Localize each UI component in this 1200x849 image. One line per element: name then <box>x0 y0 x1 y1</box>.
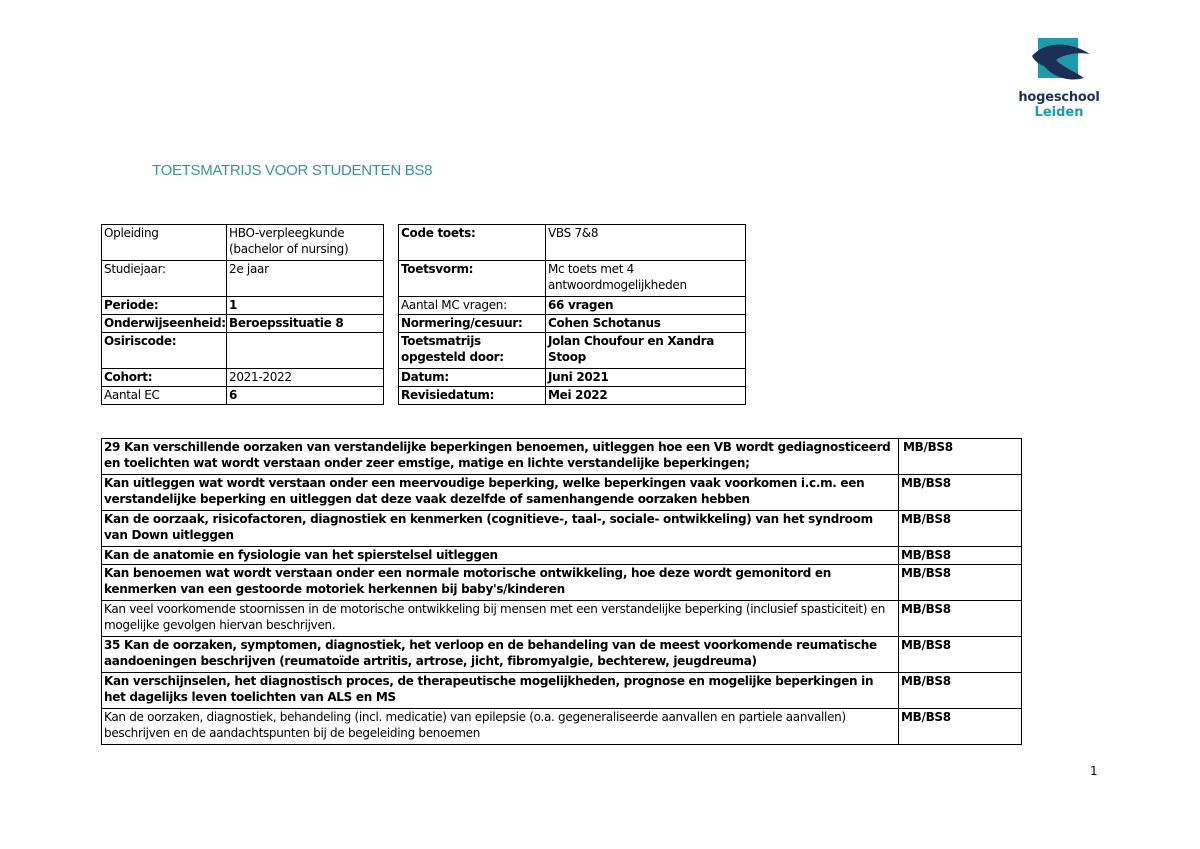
row-value: 2e jaar <box>227 261 384 297</box>
row-value: HBO-verpleegkunde (bachelor of nursing) <box>227 225 384 261</box>
row-label: Onderwijseenheid: <box>102 315 227 333</box>
row-value: Mc toets met 4 antwoordmogelijkheden <box>546 261 746 297</box>
table-row <box>102 709 1022 745</box>
course-info-table <box>101 224 384 405</box>
logo-line2: Leiden <box>1034 105 1084 120</box>
table-row <box>102 261 384 297</box>
row-value: 66 vragen <box>546 297 746 315</box>
row-value: Cohen Schotanus <box>546 315 746 333</box>
row-value: VBS 7&8 <box>546 225 746 261</box>
objective-text: Kan de anatomie en fysiologie van het spierstelsel uitleggen <box>102 547 899 565</box>
table-row <box>399 315 746 333</box>
page-title: TOETSMATRIJS VOOR STUDENTEN BS8 <box>152 162 433 179</box>
table-row <box>399 225 746 261</box>
row-value: 2021-2022 <box>227 369 384 387</box>
objective-code: MB/BS8 <box>899 547 1022 565</box>
table-row <box>399 387 746 405</box>
table-row <box>102 315 384 333</box>
table-row <box>399 369 746 387</box>
logo-line1: hogeschool <box>1018 90 1100 105</box>
test-info-table <box>398 224 746 405</box>
objective-code: MB/BS8 <box>899 637 1022 673</box>
row-label: Aantal EC <box>102 387 227 405</box>
page-number: 1 <box>1090 764 1098 778</box>
objective-text: Kan benoemen wat wordt verstaan onder een normale motorische ontwikkeling, hoe deze wordt gemonitord en kenmerken van een gestoorde motoriek herkennen bij baby's/kinderen <box>102 565 899 601</box>
table-row <box>102 637 1022 673</box>
objective-code: MB/BS8 <box>899 475 1022 511</box>
table-row <box>102 297 384 315</box>
row-label: Opleiding <box>102 225 227 261</box>
row-value: Beroepssituatie 8 <box>227 315 384 333</box>
row-label: Aantal MC vragen: <box>399 297 546 315</box>
table-row <box>102 333 384 369</box>
row-label: Code toets: <box>399 225 546 261</box>
objective-code: MB/BS8 <box>899 709 1022 745</box>
hogeschool-leiden-logo <box>1016 38 1102 124</box>
objective-code: MB/BS8 <box>899 601 1022 637</box>
row-label: Studiejaar: <box>102 261 227 297</box>
objective-code: MB/BS8 <box>899 511 1022 547</box>
table-row <box>399 297 746 315</box>
pelican-icon <box>1024 38 1094 88</box>
row-value: Mei 2022 <box>546 387 746 405</box>
row-label: Toetsmatrijs opgesteld door: <box>399 333 546 369</box>
table-row <box>102 439 1022 475</box>
table-row <box>102 565 1022 601</box>
objective-text: Kan uitleggen wat wordt verstaan onder een meervoudige beperking, welke beperkingen vaak voorkomen i.c.m. een verstandelijke beperking en uitleggen dat deze vaak dezelfde of samenhangende oorzaken hebben <box>102 475 899 511</box>
row-value: Juni 2021 <box>546 369 746 387</box>
table-row <box>102 673 1022 709</box>
table-row <box>102 225 384 261</box>
table-row <box>399 261 746 297</box>
row-label: Periode: <box>102 297 227 315</box>
row-label: Datum: <box>399 369 546 387</box>
row-value: 6 <box>227 387 384 405</box>
table-row <box>102 387 384 405</box>
objective-text: Kan verschijnselen, het diagnostisch proces, de therapeutische mogelijkheden, prognose en mogelijke beperkingen in het dagelijks leven toelichten van ALS en MS <box>102 673 899 709</box>
objective-text: Kan veel voorkomende stoornissen in de motorische ontwikkeling bij mensen met een verstandelijke beperking (inclusief spasticiteit) en mogelijke gevolgen hiervan beschrijven. <box>102 601 899 637</box>
objective-code: MB/BS8 <box>899 439 1022 475</box>
row-value: 1 <box>227 297 384 315</box>
learning-objectives-table <box>101 438 1022 745</box>
objective-text: 35 Kan de oorzaken, symptomen, diagnostiek, het verloop en de behandeling van de meest voorkomende reumatische aandoeningen beschrijven (reumatoïde artritis, artrose, jicht, fibromyalgie, bechterew, jeugdreuma) <box>102 637 899 673</box>
objective-code: MB/BS8 <box>899 565 1022 601</box>
table-row <box>102 369 384 387</box>
objective-code: MB/BS8 <box>899 673 1022 709</box>
row-label: Cohort: <box>102 369 227 387</box>
table-row <box>102 547 1022 565</box>
objective-text: 29 Kan verschillende oorzaken van verstandelijke beperkingen benoemen, uitleggen hoe een VB wordt gediagnosticeerd en toelichten wat wordt verstaan onder zeer emstige, matige en lichte verstandelijke beperkingen; <box>102 439 899 475</box>
row-label: Revisiedatum: <box>399 387 546 405</box>
row-value: Jolan Choufour en Xandra Stoop <box>546 333 746 369</box>
row-label: Osiriscode: <box>102 333 227 369</box>
row-value <box>227 333 384 369</box>
table-row <box>102 475 1022 511</box>
objective-text: Kan de oorzaak, risicofactoren, diagnostiek en kenmerken (cognitieve-, taal-, sociale- ontwikkeling) van het syndroom van Down uitleggen <box>102 511 899 547</box>
row-label: Normering/cesuur: <box>399 315 546 333</box>
table-row <box>102 601 1022 637</box>
row-label: Toetsvorm: <box>399 261 546 297</box>
objective-text: Kan de oorzaken, diagnostiek, behandeling (incl. medicatie) van epilepsie (o.a. gegeneraliseerde aanvallen en partiele aanvallen) beschrijven en de aandachtspunten bij de begeleiding benoemen <box>102 709 899 745</box>
table-row <box>399 333 746 369</box>
table-row <box>102 511 1022 547</box>
